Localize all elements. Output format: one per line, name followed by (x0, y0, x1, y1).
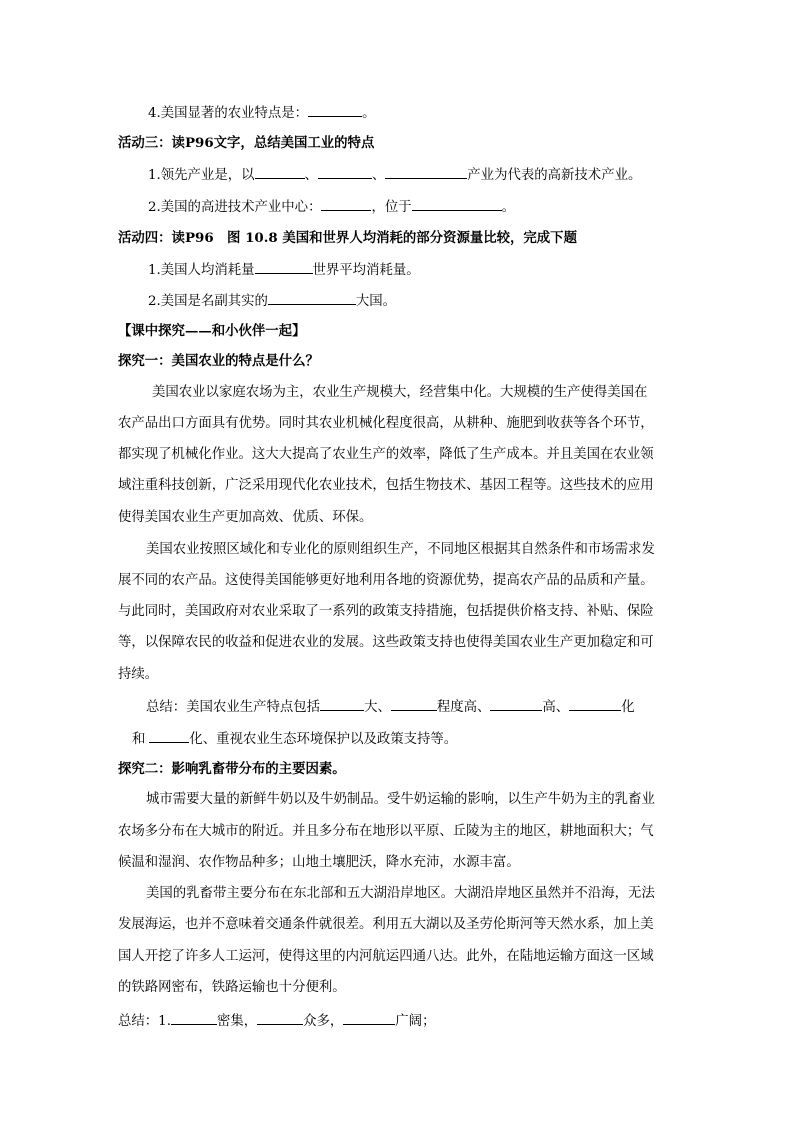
explore-2-para-2-line: 美国的乳畜带主要分布在东北部和五大湖沿岸地区。大湖沿岸地区虽然并不沿海，无法 (146, 886, 655, 901)
explore-1-title: 探究一：美国农业的特点是什么？ (118, 353, 319, 369)
explore-1-summary-line-2: 和 化、重视农业生态环境保护以及政策支持等。 (132, 729, 457, 749)
answer-blank[interactable] (391, 697, 437, 711)
question-4: 4.美国显著的农业特点是： 。 (148, 103, 375, 123)
answer-blank[interactable] (318, 165, 372, 179)
explore-1-para-1-line: 美国农业以家庭农场为主，农业生产规模大，经营集中化。大规模的生产使得美国在 (152, 385, 648, 400)
activity-4-item-2: 2.美国是名副其实的 大国。 (148, 291, 396, 311)
explore-2-summary: 总结：1. 密集， 众多， 广阔； (118, 1011, 435, 1031)
explore-1-para-1-line: 域注重科技创新，广泛采用现代化农业技术，包括生物技术、基因工程等。这些技术的应用 (118, 478, 654, 493)
explore-2-para-2-line: 国人开挖了许多人工运河，使得这里的内河航运四通八达。此外，在陆地运输方面这一区域 (118, 949, 654, 964)
section-title: 【课中探究——和小伙伴一起】 (118, 323, 306, 339)
explore-1-para-1-line: 使得美国农业生产更加高效、优质、环保。 (118, 510, 373, 525)
explore-1-para-2-line: 美国农业按照区域化和专业化的原则组织生产，不同地区根据其自然条件和市场需求发 (146, 542, 655, 557)
explore-1-para-2-line: 持续。 (118, 667, 159, 682)
answer-blank[interactable] (343, 1011, 395, 1025)
explore-1-para-1-line: 都实现了机械化作业。这大大提高了农业生产的效率，降低了生产成本。并且美国在农业领 (118, 447, 654, 462)
explore-1-para-1-line: 农产品出口方面具有优势。同时其农业机械化程度很高，从耕种、施肥到收获等各个环节， (118, 416, 654, 431)
activity-4-title: 活动四：读P96 图 10.8 美国和世界人均消耗的部分资源量比较，完成下题 (118, 230, 577, 246)
explore-1-para-2-line: 等，以保障农民的收益和促进农业的发展。这些政策支持也使得美国农业生产更加稳定和可 (118, 635, 654, 650)
answer-blank[interactable] (385, 165, 467, 179)
explore-2-para-1-line: 候温和湿润、农作物品种多；山地土壤肥沃，降水充沛，水源丰富。 (118, 855, 520, 870)
activity-4-item-1: 1.美国人均消耗量 世界平均消耗量。 (148, 260, 420, 280)
answer-blank[interactable] (171, 1011, 217, 1025)
answer-blank[interactable] (255, 260, 313, 274)
explore-2-para-1-line: 城市需要大量的新鲜牛奶以及牛奶制品。受牛奶运输的影响，以生产牛奶为主的乳畜业 (146, 792, 655, 807)
explore-2-para-1-line: 农场多分布在大城市的附近。并且多分布在地形以平原、丘陵为主的地区，耕地面积大；气 (118, 824, 654, 839)
explore-2-para-2-line: 发展海运，也并不意味着交通条件就很差。利用五大湖以及圣劳伦斯河等天然水系，加上美 (118, 917, 654, 932)
explore-2-para-2-line: 的铁路网密布，铁路运输也十分便利。 (118, 980, 346, 995)
explore-2-title: 探究二：影响乳畜带分布的主要因素。 (118, 761, 346, 777)
answer-blank[interactable] (268, 291, 356, 305)
explore-1-para-2-line: 与此同时，美国政府对农业采取了一系列的政策支持措施，包括提供价格支持、补贴、保险 (118, 604, 654, 619)
answer-blank[interactable] (149, 729, 189, 743)
activity-3-title: 活动三：读P96文字，总结美国工业的特点 (118, 135, 375, 151)
answer-blank[interactable] (257, 1011, 303, 1025)
answer-blank[interactable] (412, 197, 502, 211)
answer-blank[interactable] (569, 697, 621, 711)
answer-blank[interactable] (490, 697, 542, 711)
answer-blank[interactable] (320, 697, 364, 711)
explore-1-para-2-line: 展不同的农产品。这使得美国能够更好地利用各地的资源优势，提高农产品的品质和产量。 (118, 573, 654, 588)
answer-blank[interactable] (308, 103, 362, 117)
answer-blank[interactable] (255, 165, 305, 179)
activity-3-item-1: 1.领先产业是，以 、 、 产业为代表的高新技术产业。 (148, 165, 641, 185)
activity-3-item-2: 2.美国的高进技术产业中心： ，位于 。 (148, 197, 515, 217)
explore-1-summary: 总结：美国农业生产特点包括 大、 程度高、 高、 化 (146, 697, 635, 717)
answer-blank[interactable] (321, 197, 371, 211)
